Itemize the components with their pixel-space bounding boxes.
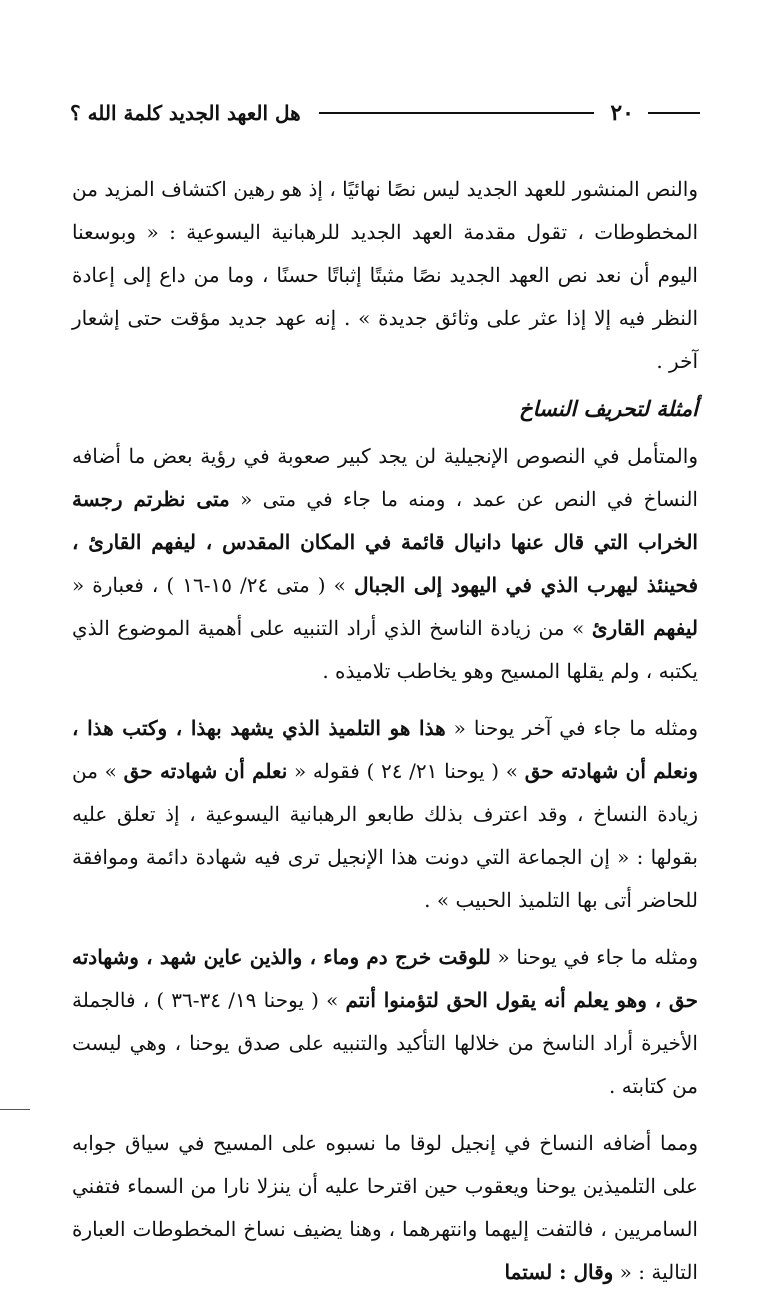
paragraph-5-text-1: ومما أضافه النساخ في إنجيل لوقا ما نسبوه على المسيح في سياق جوابه على التلميذين يوحنا ويعقوب حين اقترحا عليه أن ينزلا نارا من السماء فتفني السامريين ، فالتفت إليهما وانتهرهما ، وهنا يضيف نساخ المخطوطات العبارة التالية : « (72, 1131, 698, 1284)
paragraph-2-quote-1: متى نظرتم رجسة الخراب التي قال عنها دانيال قائمة في المكان المقدس ، ليفهم القارئ ، فحينئذ ليهرب الذي في اليهود إلى الجبال (72, 487, 699, 597)
paragraph-3-text-2: » ( يوحنا ٢١/ ٢٤ ) فقوله « (287, 759, 525, 783)
paragraph-4-text-1: ومثله ما جاء في يوحنا « (490, 945, 699, 969)
paragraph-5-quote-1: وقال : لستما (504, 1260, 614, 1284)
paragraph-4-text-2: » ( يوحنا ١٩/ ٣٤-٣٦ ) ، فالجملة الأخيرة أراد الناسخ من خلالها التأكيد والتنبيه على صدق يوحنا ، وهي ليست من كتابته . (72, 988, 698, 1098)
running-title: هل العهد الجديد كلمة الله ؟ (70, 101, 301, 125)
running-header (70, 96, 700, 130)
header-rule-long (319, 112, 595, 114)
footer-rule (0, 1109, 30, 1110)
header-rule-short (648, 112, 700, 114)
paragraph-2-quote-2: ليفهم القارئ (591, 616, 698, 640)
paragraph-4 (72, 936, 698, 1108)
paragraph-3-quote-1: هذا هو التلميذ الذي يشهد بهذا ، وكتب هذا ، ونعلم أن شهادته حق (72, 716, 698, 783)
page-number: ٢٠ (610, 100, 634, 126)
section-heading: أمثلة لتحريف النساخ (519, 396, 698, 421)
paragraph-3-text-1: ومثله ما جاء في آخر يوحنا « (445, 716, 699, 740)
paragraph-2-text-3: » من زيادة الناسخ الذي أراد التنبيه على أهمية الموضوع الذي يكتبه ، ولم يقلها المسيح وهو يخاطب تلاميذه . (72, 616, 698, 683)
paragraph-2 (72, 435, 698, 693)
paragraph-2-text-1: والمتأمل في النصوص الإنجيلية لن يجد كبير صعوبة في رؤية بعض ما أضافه النساخ في النص عن عمد ، ومنه ما جاء في متى « (72, 444, 698, 511)
paragraph-2-text-2: » ( متى ٢٤/ ١٥-١٦ ) ، فعبارة « (72, 573, 354, 597)
page-body (72, 168, 698, 1294)
paragraph-4-quote-1: للوقت خرج دم وماء ، والذين عاين شهد ، وشهادته حق ، وهو يعلم أنه يقول الحق لتؤمنوا أنتم (72, 945, 698, 1012)
paragraph-3-quote-2: نعلم أن شهادته حق (123, 759, 288, 783)
paragraph-3 (72, 707, 698, 922)
paragraph-5 (72, 1122, 698, 1294)
paragraph-1: والنص المنشور للعهد الجديد ليس نصًا نهائيًا ، إذ هو رهين اكتشاف المزيد من المخطوطات ، تقول مقدمة العهد الجديد للرهبانية اليسوعية : « وبوسعنا اليوم أن نعد نص العهد الجديد نصًا مثبتًا إثباتًا حسنًا ، وما من داع إلى إعادة النظر فيه إلا إذا عثر على وثائق جديدة » . إنه عهد جديد مؤقت حتى إشعار آخر . (72, 177, 698, 373)
paragraph-3-text-3: » من زيادة النساخ ، وقد اعترف بذلك طابعو الرهبانية اليسوعية ، إذ تعلق عليه بقولها : « إن الجماعة التي دونت هذا الإنجيل ترى فيه شهادة دائمة وموافقة للحاضر أتى بها التلميذ الحبيب » . (72, 759, 698, 912)
